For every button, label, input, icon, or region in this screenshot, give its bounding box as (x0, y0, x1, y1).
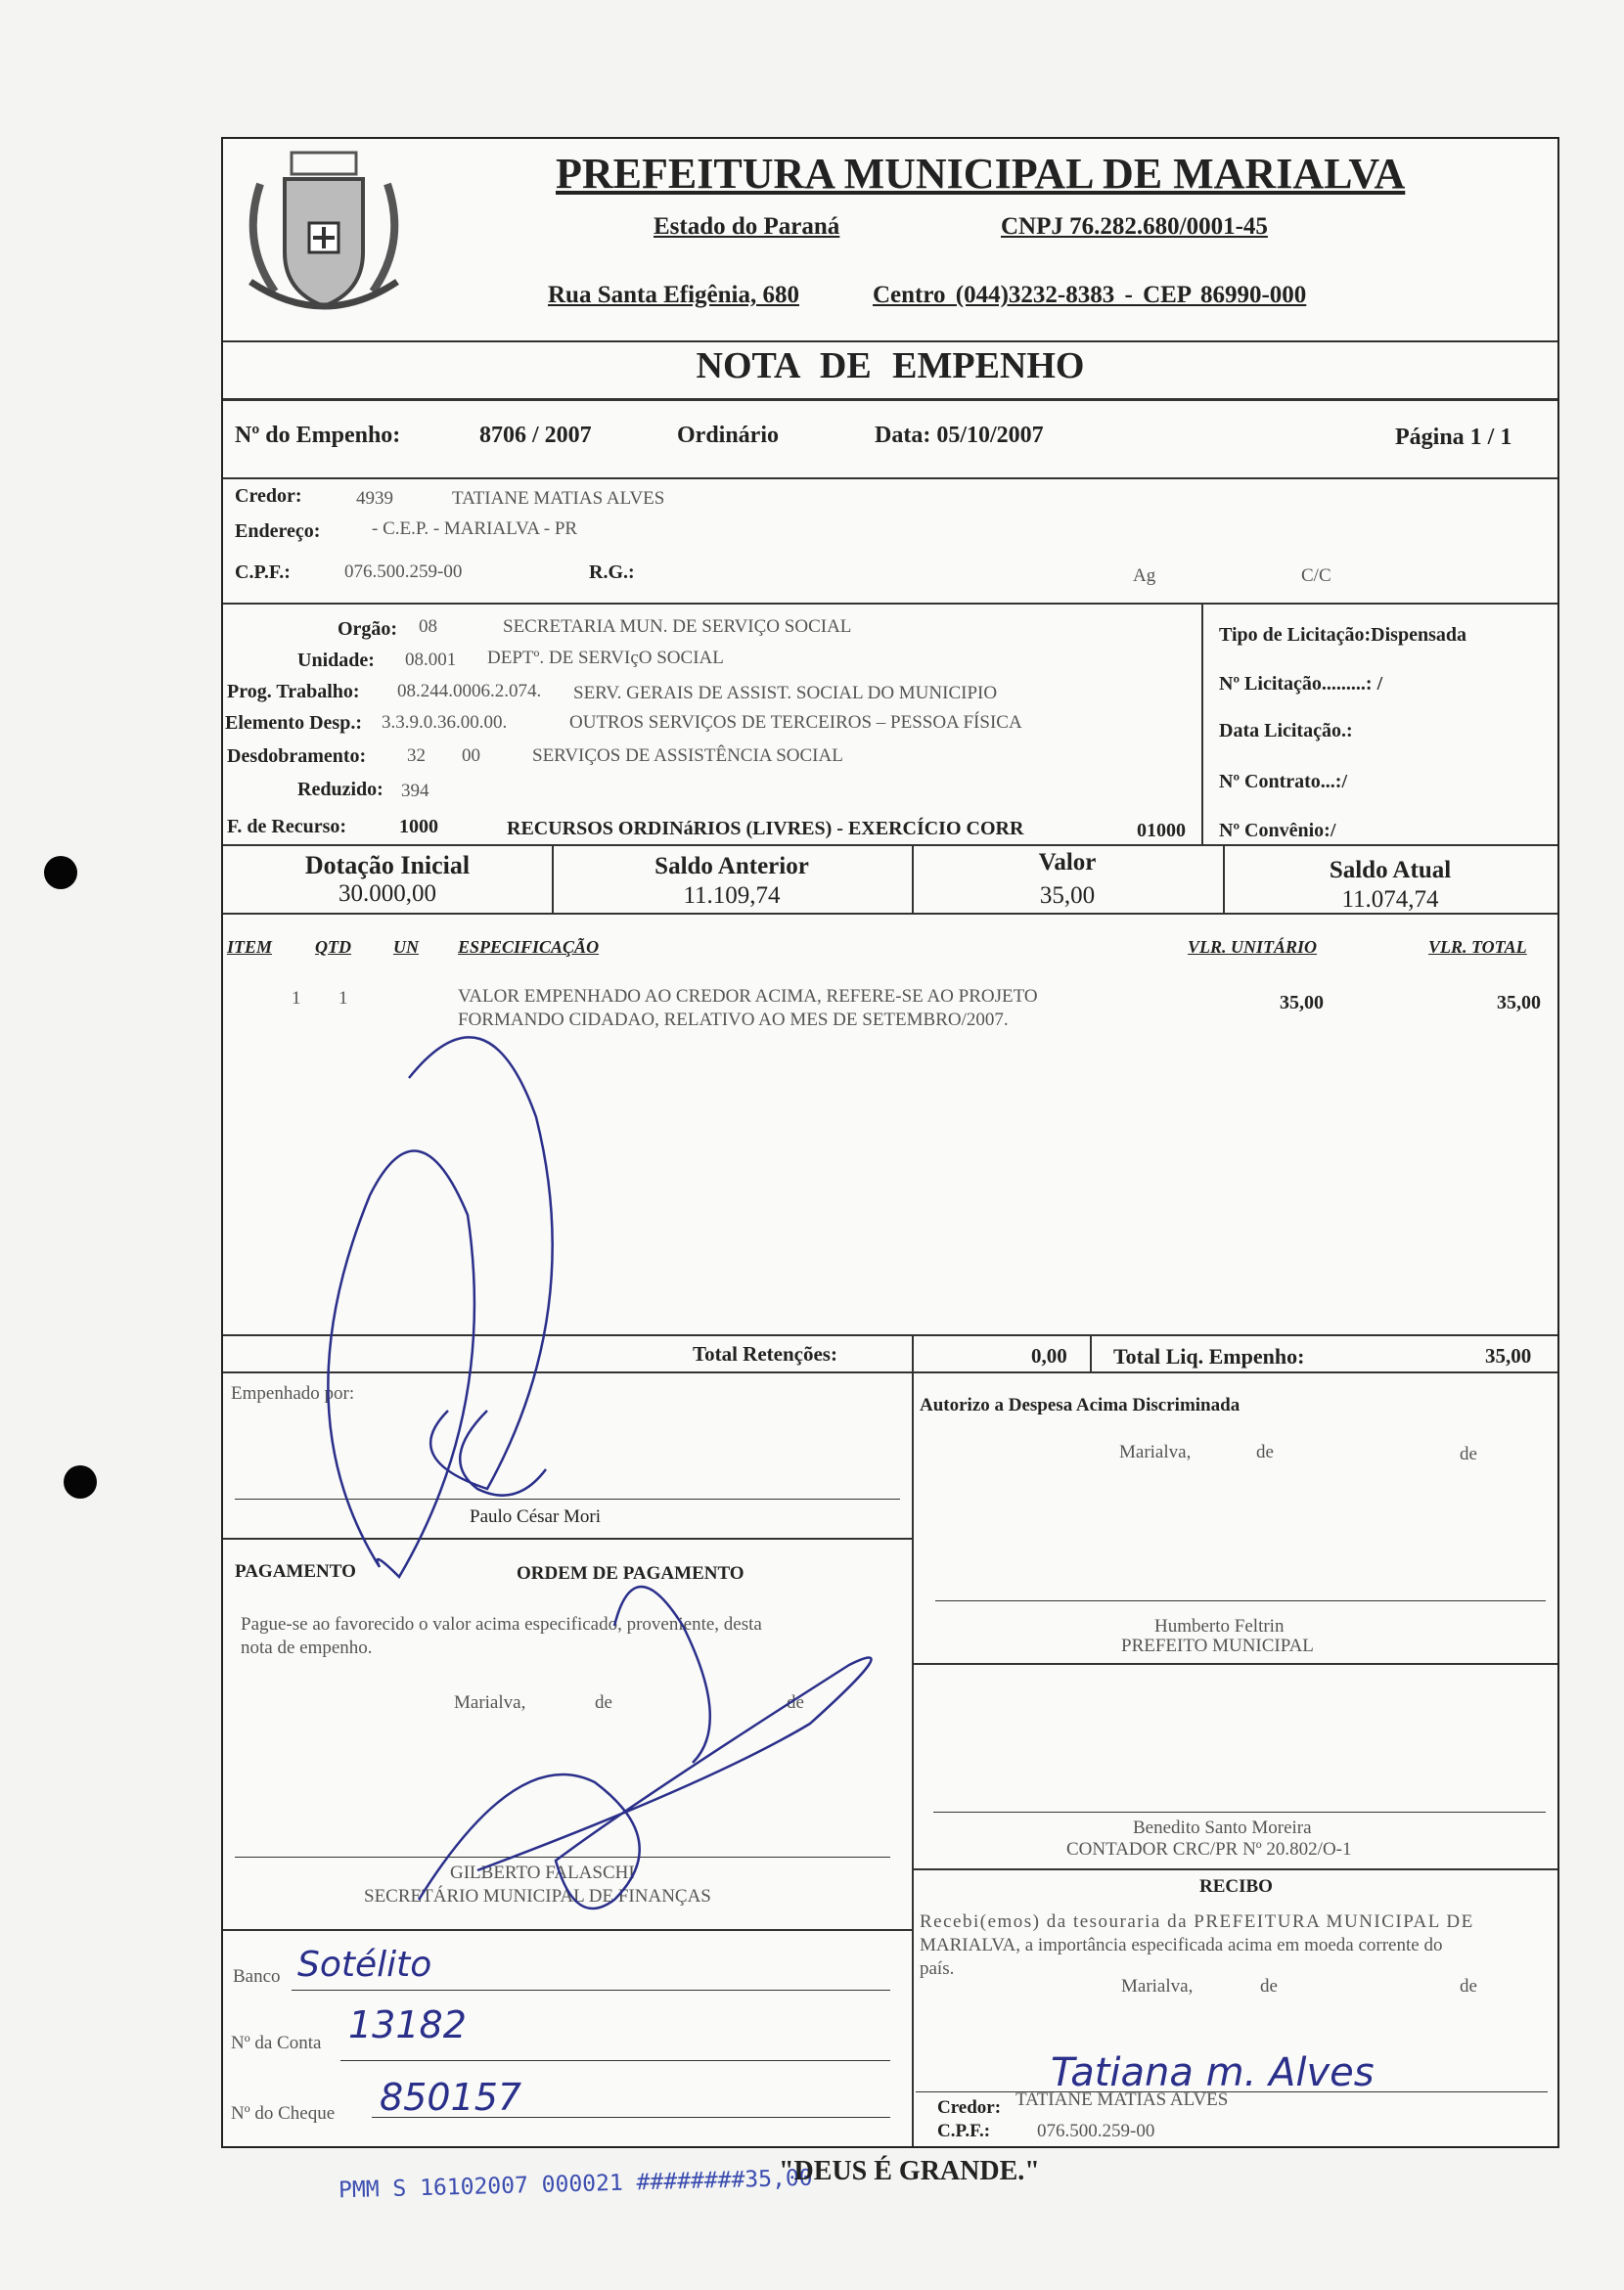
recurso-name: RECURSOS ORDINáRIOS (LIVRES) - EXERCÍCIO CORR (507, 818, 1024, 839)
credor-label: Credor: (235, 485, 302, 507)
header-cnpj: CNPJ 76.282.680/0001-45 (1001, 213, 1268, 240)
credor-name: TATIANE MATIAS ALVES (452, 488, 665, 509)
item-number: 1 (292, 988, 301, 1009)
empenho-label: Nº do Empenho: (235, 423, 401, 448)
pagamento-label: PAGAMENTO (235, 1561, 356, 1582)
humberto-name: Humberto Feltrin (1154, 1616, 1285, 1637)
punch-hole-top (44, 856, 77, 889)
conta-label: Nº da Conta (231, 2033, 322, 2053)
saldo-anterior-label: Saldo Anterior (654, 853, 809, 879)
desdobramento-name: SERVIÇOS DE ASSISTÊNCIA SOCIAL (532, 745, 843, 766)
orgao-name: SECRETARIA MUN. DE SERVIÇO SOCIAL (503, 616, 852, 637)
col-especificacao: ESPECIFICAÇÃO (458, 937, 600, 957)
endereco-value: - C.E.P. - MARIALVA - PR (372, 518, 578, 539)
header-state: Estado do Paraná (654, 213, 840, 240)
recibo-line3: país. (920, 1958, 955, 1979)
cpf-value: 076.500.259-00 (344, 561, 463, 582)
header-address-rest: Centro (044)3232-8383 - CEP 86990-000 (873, 282, 1307, 308)
total-retencoes-value: 0,00 (1031, 1344, 1067, 1368)
recibo-cpf-value: 076.500.259-00 (1037, 2121, 1155, 2141)
orgao-code: 08 (419, 616, 437, 637)
recibo-marialva: Marialva, (1121, 1976, 1194, 1997)
empenho-type: Ordinário (677, 423, 780, 448)
doc-title: NOTA DE EMPENHO (696, 345, 1085, 386)
right-marialva: Marialva, (1119, 1442, 1192, 1462)
rg-label: R.G.: (589, 561, 635, 583)
unidade-name: DEPTº. DE SERVIçO SOCIAL (487, 648, 724, 668)
recibo-de2: de (1460, 1976, 1477, 1997)
left-marialva: Marialva, (454, 1692, 526, 1713)
data-licitacao: Data Licitação.: (1219, 720, 1353, 741)
ordem-pagamento-label: ORDEM DE PAGAMENTO (517, 1563, 744, 1584)
cheque-value: 850157 (380, 2076, 522, 2119)
nota-de-empenho-form (221, 137, 1559, 2148)
desdobramento-code: 32 (407, 745, 426, 766)
prog-label: Prog. Trabalho: (227, 681, 360, 702)
orgao-label: Orgão: (338, 618, 398, 640)
desdobramento-sub: 00 (462, 745, 480, 766)
col-vlr-total: VLR. TOTAL (1428, 937, 1527, 957)
item-unit-value: 35,00 (1280, 992, 1324, 1013)
saldo-atual-value: 11.074,74 (1341, 886, 1439, 913)
cpf-label: C.P.F.: (235, 561, 291, 583)
total-retencoes-label: Total Retenções: (693, 1342, 837, 1366)
reduzido-value: 394 (401, 781, 429, 801)
payment-stamp: PMM S 16102007 000021 ########35,00 (338, 2165, 813, 2204)
header-address: Rua Santa Efigênia, 680 (548, 282, 799, 308)
endereco-label: Endereço: (235, 520, 321, 542)
total-liquido-value: 35,00 (1485, 1344, 1532, 1368)
benedito-name: Benedito Santo Moreira (1133, 1818, 1312, 1838)
left-de1: de (595, 1692, 612, 1713)
elemento-label: Elemento Desp.: (225, 712, 362, 734)
numero-convenio: Nº Convênio:/ (1219, 820, 1336, 841)
valor-value: 35,00 (1039, 882, 1096, 909)
recibo-line1: Recebi(emos) da tesouraria da PREFEITURA MUNICIPAL DE (920, 1911, 1474, 1932)
recibo-title: RECIBO (1199, 1876, 1273, 1897)
prog-code: 08.244.0006.2.074. (397, 681, 542, 701)
saldo-atual-label: Saldo Atual (1329, 857, 1452, 883)
col-qtd: QTD (315, 937, 351, 957)
elemento-name: OUTROS SERVIÇOS DE TERCEIROS – PESSOA FÍSICA (569, 712, 1022, 733)
col-un: UN (393, 937, 419, 957)
recibo-cpf-label: C.P.F.: (937, 2121, 991, 2141)
recibo-credor-label: Credor: (937, 2097, 1002, 2118)
unidade-code: 08.001 (405, 650, 457, 670)
item-spec-line2: FORMANDO CIDADAO, RELATIVO AO MES DE SETEMBRO/2007. (458, 1010, 1009, 1030)
cc-label: C/C (1301, 565, 1331, 586)
right-de1: de (1256, 1442, 1274, 1462)
recibo-credor-name: TATIANE MATIAS ALVES (1015, 2089, 1229, 2110)
dotacao-value: 30.000,00 (338, 880, 436, 907)
item-spec-line1: VALOR EMPENHADO AO CREDOR ACIMA, REFERE-SE AO PROJETO (458, 986, 1038, 1007)
col-item: ITEM (227, 937, 273, 957)
recurso-label: F. de Recurso: (227, 816, 347, 837)
ag-label: Ag (1133, 565, 1156, 586)
unidade-label: Unidade: (297, 650, 375, 671)
pague-line2: nota de empenho. (241, 1638, 373, 1658)
recurso-number: 01000 (1137, 820, 1186, 841)
item-qtd: 1 (338, 988, 348, 1009)
prog-name: SERV. GERAIS DE ASSIST. SOCIAL DO MUNICIPIO (573, 683, 998, 703)
contador-title: CONTADOR CRC/PR Nº 20.802/O-1 (1066, 1839, 1352, 1860)
credor-signature: Tatiana m. Alves (1051, 2050, 1375, 2095)
saldo-anterior-value: 11.109,74 (683, 882, 781, 909)
col-vlr-unitario: VLR. UNITÁRIO (1188, 937, 1318, 957)
pague-line1: Pague-se ao favorecido o valor acima especificado, proveniente, desta (241, 1614, 762, 1635)
recibo-line2: MARIALVA, a importância especificada acima em moeda corrente do (920, 1935, 1443, 1955)
empenhado-por-label: Empenhado por: (231, 1383, 355, 1404)
recurso-code: 1000 (399, 816, 438, 837)
desdobramento-label: Desdobramento: (227, 745, 367, 767)
cheque-label: Nº do Cheque (231, 2103, 336, 2124)
right-de2: de (1460, 1444, 1477, 1464)
prefeito-title: PREFEITO MUNICIPAL (1121, 1636, 1314, 1656)
elemento-code: 3.3.9.0.36.00.00. (382, 712, 508, 733)
punch-hole-bottom (64, 1465, 97, 1499)
banco-value: Sotélito (297, 1945, 432, 1985)
coat-of-arms-icon (231, 145, 417, 331)
dotacao-label: Dotação Inicial (304, 851, 471, 879)
numero-licitacao: Nº Licitação.........: / (1219, 673, 1383, 695)
footer-motto: "DEUS É GRANDE." (779, 2156, 1040, 2186)
secretario-title: SECRETÁRIO MUNICIPAL DE FINANÇAS (364, 1886, 711, 1907)
total-liquido-label: Total Liq. Empenho: (1113, 1344, 1305, 1369)
credor-code: 4939 (356, 488, 393, 509)
reduzido-label: Reduzido: (297, 779, 383, 800)
item-total-value: 35,00 (1497, 992, 1541, 1013)
gilberto-name: GILBERTO FALASCHI (450, 1863, 635, 1883)
empenho-number: 8706 / 2007 (479, 423, 592, 448)
empenhado-por-name: Paulo César Mori (470, 1506, 602, 1527)
left-de2: de (787, 1692, 804, 1713)
recibo-de1: de (1260, 1976, 1278, 1997)
banco-label: Banco (233, 1966, 281, 1987)
valor-label: Valor (1038, 849, 1097, 876)
page-number: Página 1 / 1 (1395, 425, 1512, 450)
numero-contrato: Nº Contrato...:/ (1219, 771, 1348, 792)
empenho-date: Data: 05/10/2007 (875, 423, 1044, 448)
conta-value: 13182 (348, 2003, 467, 2046)
autorizo-label: Autorizo a Despesa Acima Discriminada (920, 1395, 1241, 1415)
header-title: PREFEITURA MUNICIPAL DE MARIALVA (556, 150, 1406, 198)
tipo-licitacao: Tipo de Licitação:Dispensada (1219, 624, 1466, 646)
